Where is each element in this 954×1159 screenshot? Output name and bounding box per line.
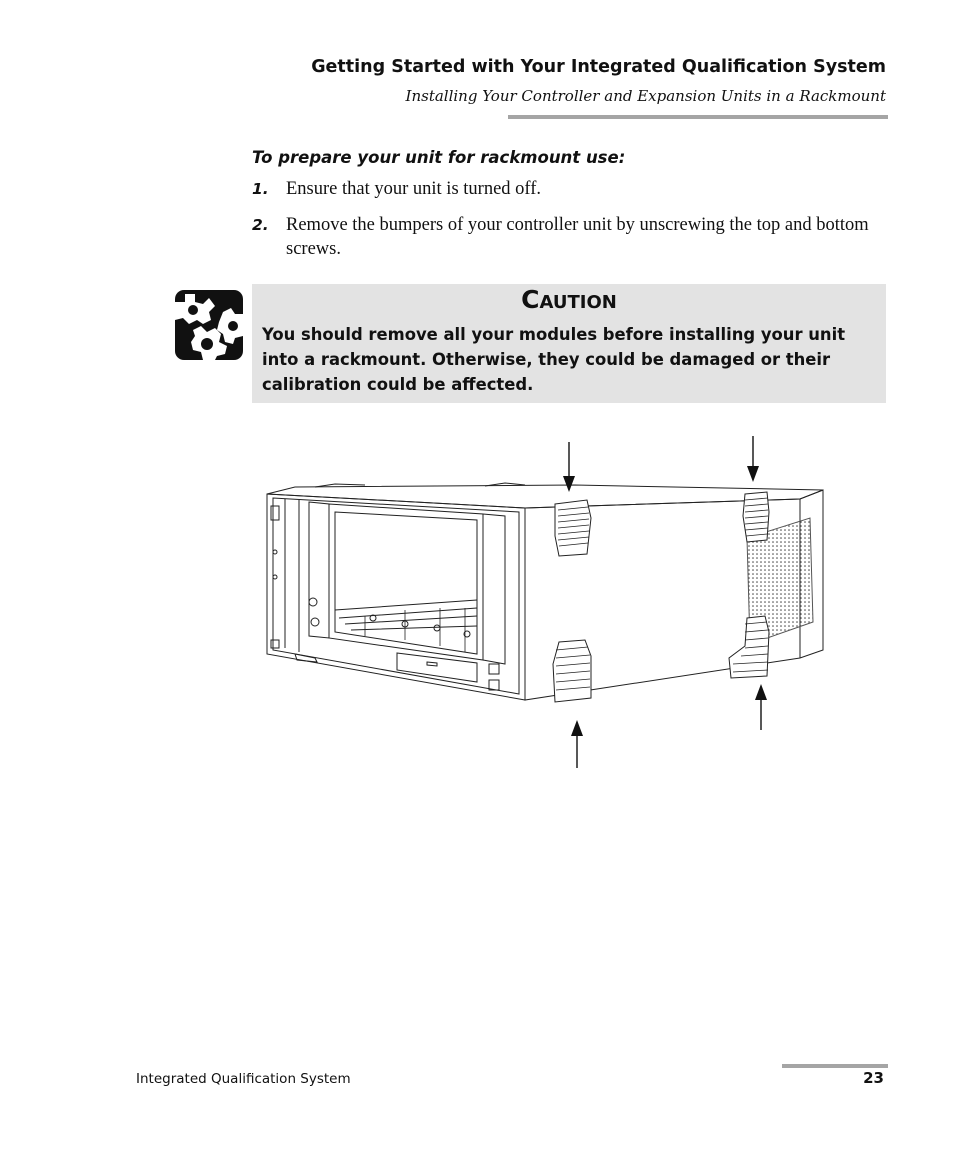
step-1-number: 1. [252, 180, 269, 198]
footer-rule [782, 1064, 888, 1068]
footer-doc-title: Integrated Qualification System [136, 1071, 351, 1087]
step-1-text: Ensure that your unit is turned off. [286, 179, 542, 199]
page-number: 23 [863, 1069, 884, 1087]
caution-body: You should remove all your modules before installing your unit into a rackmount. Otherwise, they could be damaged or their calibration could be affected. [262, 325, 846, 394]
step-2-text: Remove the bumpers of your controller unit by unscrewing the top and bottom screws. [286, 215, 869, 259]
header-rule [508, 115, 888, 119]
rackmount-unit-bumpers-illustration [255, 432, 845, 772]
caution-gears-icon [175, 290, 243, 360]
running-header-subtitle: Installing Your Controller and Expansion Units in a Rackmount [405, 87, 886, 105]
rackmount-unit-figure [255, 432, 845, 772]
running-header-title: Getting Started with Your Integrated Qualification System [311, 57, 886, 77]
procedure-title: To prepare your unit for rackmount use: [252, 148, 626, 167]
step-2-number: 2. [252, 216, 269, 234]
caution-heading: Caution [521, 285, 617, 314]
